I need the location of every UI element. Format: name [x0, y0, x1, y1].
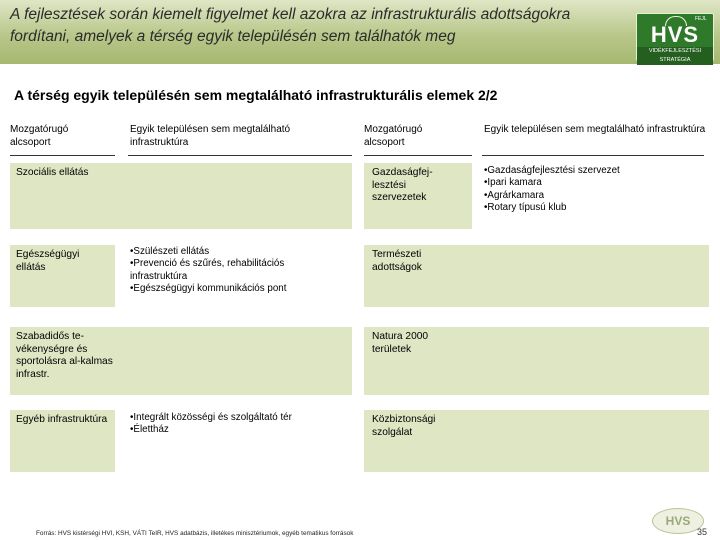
col-head-right-infra: Egyik településen sem megtalálható infrastruktúra: [484, 124, 706, 135]
health-infra-list: [130, 246, 286, 296]
group-label: Közbiztonsági szolgálat: [372, 414, 436, 438]
group-label: Természeti adottságok: [372, 249, 422, 273]
group-label: Natura 2000 területek: [372, 331, 429, 355]
slide-title: [10, 4, 620, 48]
list-item: •Agrárkamara: [484, 189, 545, 201]
slide-title-line-1: A fejlesztések során kiemelt figyelmet kell azokra az infrastrukturális adottságokra: [10, 6, 571, 23]
group-label: Egyéb infrastruktúra: [16, 414, 108, 425]
left-row-other: [10, 410, 115, 472]
other-infra-list: [130, 412, 292, 437]
hvs-badge-icon: HVS: [652, 508, 704, 534]
right-row-economic: [364, 163, 472, 229]
list-item: •Szülészeti ellátás: [130, 246, 210, 257]
group-label: Egészségügyi ellátás: [16, 249, 80, 273]
list-item: •Élettház: [130, 424, 169, 436]
header-divider: [128, 155, 352, 156]
header-divider: [10, 155, 115, 156]
list-item: •Prevenció és szűrés, rehabilitációs: [130, 258, 285, 270]
list-item: •Ipari kamara: [484, 177, 542, 189]
right-row-nature: [364, 245, 709, 307]
header-divider: [364, 155, 472, 156]
logo-small-text: FEJL: [695, 16, 707, 22]
left-row-social: [10, 163, 352, 229]
header-divider: [482, 155, 704, 156]
section-subtitle: A térség egyik településén sem megtalálható infrastrukturális elemek 2/2: [14, 87, 498, 103]
group-label: Gazdaságfej-lesztési szervezetek: [372, 167, 433, 203]
col-head-left-infra: Egyik településen sem megtalálható infrastruktúra: [130, 124, 291, 148]
right-row-security: [364, 410, 709, 472]
list-item: •Integrált közösségi és szolgáltató tér: [130, 412, 292, 423]
group-label: Szabadidős te-vékenységre és sportolásra al-kalmas infrastr.: [16, 331, 113, 380]
slide-title-line-2: fordítani, amelyek a térség egyik településén sem találhatók meg: [10, 28, 456, 45]
list-item: •Gazdaságfejlesztési szervezet: [484, 165, 620, 176]
list-item: infrastruktúra: [130, 270, 188, 282]
col-head-right-group: Mozgatórugó alcsoport: [364, 124, 423, 148]
logo-text: HVS: [650, 22, 700, 47]
title-bar: [0, 0, 720, 64]
economic-infra-list: [484, 165, 620, 215]
list-item: •Egészségügyi kommunikációs pont: [130, 283, 287, 295]
source-footnote: Forrás: HVS kistérségi HVI, KSH, VÁTI TeIR, HVS adatbázis, illetékes minisztériumok, egyéb tematikus források: [36, 530, 354, 537]
list-item: •Rotary típusú klub: [484, 202, 567, 214]
left-row-health: [10, 245, 115, 307]
right-row-natura: [364, 327, 709, 395]
group-label: Szociális ellátás: [16, 167, 89, 178]
page-number: 35: [697, 527, 708, 537]
col-head-left-group: Mozgatórugó alcsoport: [10, 124, 69, 148]
hvs-logo: [636, 13, 714, 61]
logo-subtext: VIDÉKFEJLESZTÉSI STRATÉGIA: [637, 47, 713, 65]
left-row-leisure: [10, 327, 352, 395]
